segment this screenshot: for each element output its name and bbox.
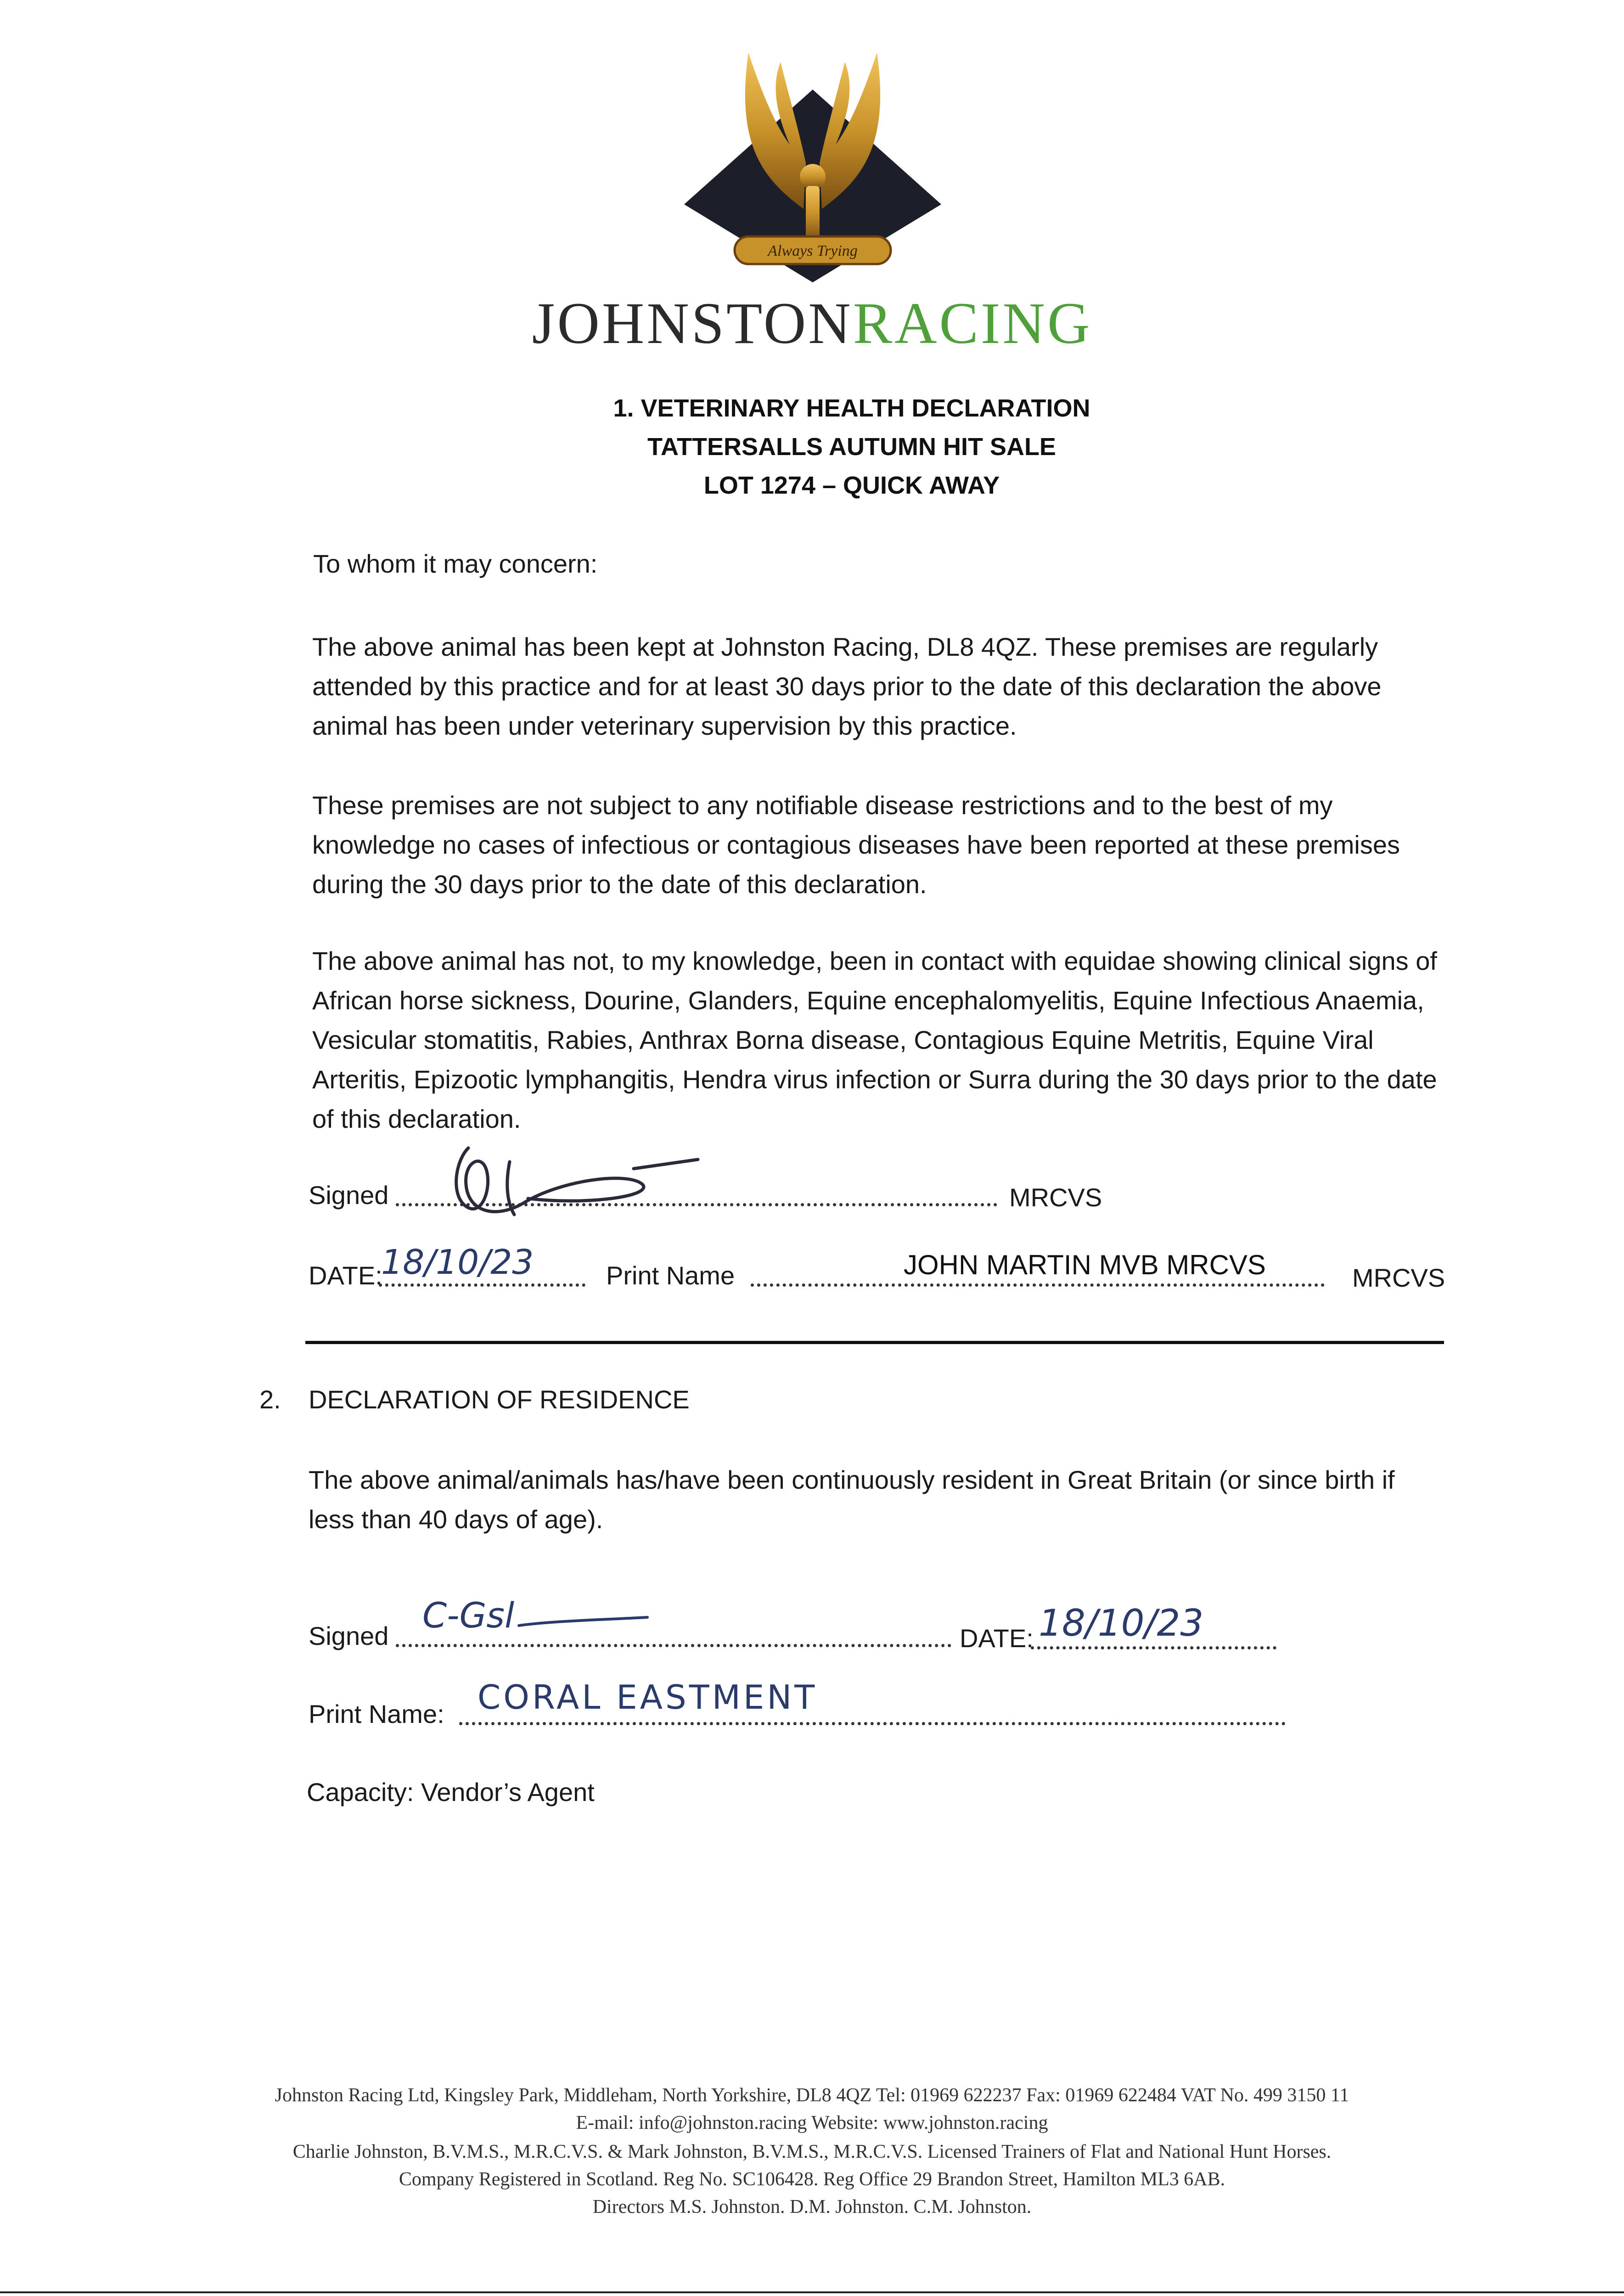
title-line1: 1. VETERINARY HEALTH DECLARATION <box>613 394 1090 422</box>
vet-signed-suffix: MRCVS <box>1009 1183 1102 1212</box>
agent-signature: C-Gsl <box>422 1595 515 1636</box>
footer-registration: Company Registered in Scotland. Reg No. SC106428. Reg Office 29 Brandon Street, Hamilton ML3 6AB. <box>399 2169 1225 2190</box>
company-logo <box>666 44 960 292</box>
paragraph-3: The above animal has not, to my knowledge, been in contact with equidae showing clinical signs of African horse sickness, Dourine, Glanders, Equine encephalomyelitis, Equine Infectious Anaemia, Vesicular stomatitis, Rabies, Anthrax Borna disease, Contagious Equine Metritis, Equine Viral Arteritis, Epizootic lymphangitis, Hendra virus infection or Surra during the 30 days prior to the date of this declaration. <box>312 946 1437 1133</box>
title-line3: LOT 1274 – QUICK AWAY <box>703 472 1000 499</box>
footer-address: Johnston Racing Ltd, Kingsley Park, Middleham, North Yorkshire, DL8 4QZ Tel: 01969 622237 Fax: 01969 622484 VAT No. 499 3150 11 <box>275 2085 1349 2106</box>
title-line2: TATTERSALLS AUTUMN HIT SALE <box>647 433 1056 461</box>
vet-signature <box>413 1134 712 1235</box>
footer-directors: Directors M.S. Johnston. D.M. Johnston. C.M. Johnston. <box>592 2196 1032 2217</box>
page-bottom-edge <box>0 2291 1624 2293</box>
paragraph-1: The above animal has been kept at Johnston Racing, DL8 4QZ. These premises are regularly attended by this practice and for at least 30 days prior to the date of this declaration the above animal has been under veterinary supervision by this practice. <box>312 632 1382 740</box>
section2-number: 2. <box>259 1385 281 1414</box>
section2-heading: DECLARATION OF RESIDENCE <box>309 1385 690 1414</box>
logo-motto: Always Trying <box>768 242 858 259</box>
brand-name-part1: JOHNSTON <box>532 291 853 356</box>
agent-capacity: Capacity: Vendor’s Agent <box>307 1778 595 1806</box>
agent-signature-line <box>396 1644 951 1647</box>
vet-print-name-line <box>751 1283 1325 1287</box>
footer-trainers: Charlie Johnston, B.V.M.S., M.R.C.V.S. & Mark Johnston, B.V.M.S., M.R.C.V.S. Licensed Trainers of Flat and National Hunt Horses. <box>292 2141 1332 2162</box>
paragraph-2: These premises are not subject to any notifiable disease restrictions and to the best of my knowledge no cases of infectious or contagious diseases have been reported at these premises during the 30 days prior to the date of this declaration. <box>312 791 1400 899</box>
brand-name <box>0 291 1624 356</box>
agent-date-label: DATE: <box>960 1624 1034 1653</box>
brand-name-part2: RACING <box>853 291 1092 356</box>
agent-print-name-line <box>459 1722 1286 1725</box>
agent-print-name-label: Print Name: <box>309 1699 444 1728</box>
vet-signed-label: Signed <box>309 1181 389 1210</box>
section-divider <box>305 1341 1444 1344</box>
agent-date-line <box>1031 1646 1276 1649</box>
vet-date-value: 18/10/23 <box>381 1243 534 1282</box>
section2-paragraph: The above animal/animals has/have been continuously resident in Great Britain (or since birth if less than 40 days of age). <box>309 1465 1395 1534</box>
vet-print-name-label: Print Name <box>606 1261 735 1290</box>
vet-date-line <box>379 1283 585 1287</box>
vet-print-name-value: JOHN MARTIN MVB MRCVS <box>904 1249 1266 1280</box>
agent-print-name-value: CORAL EASTMENT <box>478 1678 818 1716</box>
agent-date-value: 18/10/23 <box>1039 1602 1204 1644</box>
salutation: To whom it may concern: <box>313 549 598 578</box>
vet-print-name-suffix: MRCVS <box>1352 1263 1445 1292</box>
agent-signed-label: Signed <box>309 1621 389 1650</box>
agent-signature-flourish <box>514 1607 652 1635</box>
vet-date-label: DATE: <box>309 1261 382 1290</box>
footer-contact: E-mail: info@johnston.racing Website: www.johnston.racing <box>576 2112 1048 2133</box>
